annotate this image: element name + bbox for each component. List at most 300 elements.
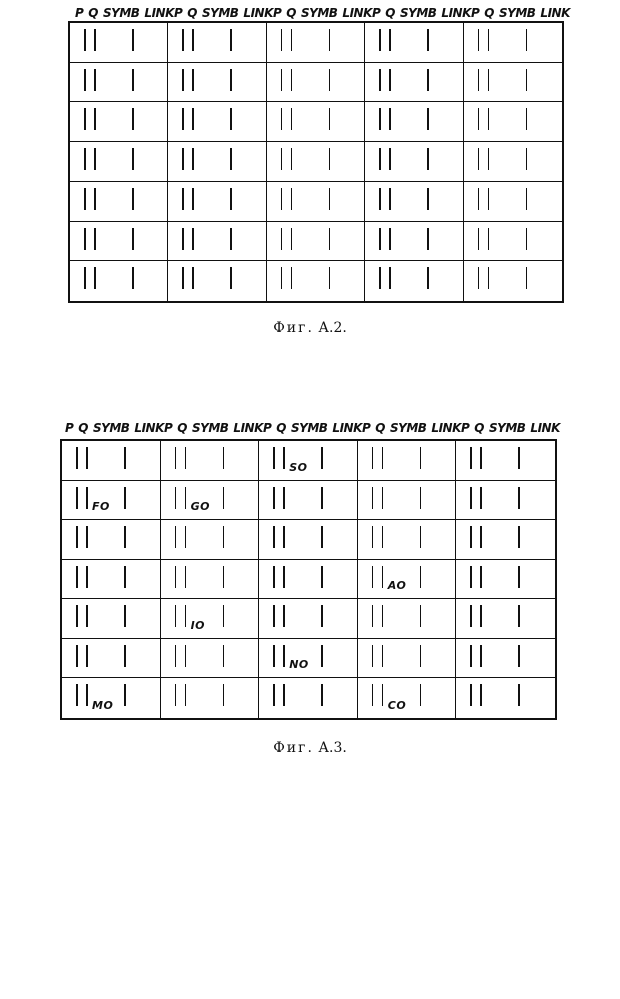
fig1-caption [0, 320, 620, 336]
memory-cell [259, 639, 358, 679]
field-divider [76, 684, 78, 706]
header-label: LINK [243, 6, 273, 20]
field-divider [175, 526, 177, 548]
field-divider [518, 447, 520, 469]
memory-cell [358, 599, 457, 639]
field-divider [283, 487, 285, 509]
field-divider [86, 645, 88, 667]
field-divider [175, 645, 177, 667]
field-divider [86, 566, 88, 588]
symbol-label: FO [92, 500, 110, 514]
field-divider [470, 684, 472, 706]
field-divider [84, 69, 86, 91]
field-divider [470, 487, 472, 509]
field-divider [94, 108, 96, 130]
field-divider [223, 487, 225, 509]
memory-cell [358, 560, 457, 600]
field-divider [480, 684, 482, 706]
field-divider [372, 684, 374, 706]
field-divider [132, 108, 134, 130]
field-divider [379, 148, 381, 170]
field-divider [526, 188, 528, 210]
field-divider [389, 69, 391, 91]
field-divider [389, 228, 391, 250]
field-divider [291, 148, 293, 170]
field-divider [420, 645, 422, 667]
memory-cell [464, 182, 562, 222]
memory-cell [70, 222, 168, 262]
field-divider [372, 526, 374, 548]
fig1-caption-number: А.2. [318, 320, 347, 336]
memory-cell [365, 222, 463, 262]
header-label: P [471, 6, 480, 20]
field-divider [379, 188, 381, 210]
field-divider [379, 267, 381, 289]
field-divider [329, 69, 331, 91]
memory-cell [456, 678, 555, 718]
field-divider [273, 447, 275, 469]
memory-cell [168, 142, 266, 182]
field-divider [86, 487, 88, 509]
memory-cell [464, 102, 562, 142]
memory-cell [259, 678, 358, 718]
field-divider [185, 526, 187, 548]
field-divider [76, 526, 78, 548]
field-divider [382, 566, 384, 588]
field-divider [185, 684, 187, 706]
field-divider [478, 188, 480, 210]
fig2-caption-label: Фиг. [273, 740, 314, 756]
field-divider [185, 487, 187, 509]
memory-cell [464, 63, 562, 103]
field-divider [420, 684, 422, 706]
field-divider [372, 645, 374, 667]
memory-cell [456, 560, 555, 600]
field-divider [132, 188, 134, 210]
field-divider [382, 605, 384, 627]
memory-cell [464, 222, 562, 262]
field-divider [273, 645, 275, 667]
field-divider [321, 447, 323, 469]
memory-cell [62, 520, 161, 560]
field-divider [132, 228, 134, 250]
memory-cell [62, 441, 161, 481]
memory-cell [365, 182, 463, 222]
field-divider [124, 566, 126, 588]
field-divider [488, 108, 490, 130]
memory-cell [161, 441, 260, 481]
memory-cell [168, 23, 266, 63]
field-divider [182, 188, 184, 210]
header-label: LINK [332, 421, 362, 435]
field-divider [488, 69, 490, 91]
header-label: P [362, 421, 371, 435]
field-divider [230, 188, 232, 210]
field-divider [382, 447, 384, 469]
field-divider [192, 267, 194, 289]
field-divider [488, 29, 490, 51]
field-divider [427, 69, 429, 91]
field-divider [124, 684, 126, 706]
field-divider [389, 108, 391, 130]
header-label: P [75, 6, 84, 20]
memory-cell [365, 142, 463, 182]
memory-cell [267, 261, 365, 301]
field-divider [230, 148, 232, 170]
field-divider [389, 188, 391, 210]
field-divider [427, 108, 429, 130]
header-label: P [461, 421, 470, 435]
field-divider [132, 29, 134, 51]
header-label: Q [474, 421, 484, 435]
symbol-label: NO [289, 658, 309, 672]
field-divider [76, 447, 78, 469]
field-divider [192, 188, 194, 210]
field-divider [427, 188, 429, 210]
memory-cell [456, 481, 555, 521]
memory-cell [168, 182, 266, 222]
header-label: Q [385, 6, 395, 20]
field-divider [84, 267, 86, 289]
field-divider [480, 447, 482, 469]
field-divider [291, 267, 293, 289]
fig1-header [75, 6, 570, 20]
field-divider [427, 267, 429, 289]
field-divider [132, 267, 134, 289]
header-label: Q [276, 421, 286, 435]
field-divider [281, 69, 283, 91]
field-divider [478, 267, 480, 289]
memory-cell [161, 481, 260, 521]
header-label: Q [375, 421, 385, 435]
field-divider [230, 228, 232, 250]
field-divider [321, 566, 323, 588]
header-group [263, 421, 362, 435]
memory-cell [365, 23, 463, 63]
memory-cell [259, 441, 358, 481]
field-divider [76, 645, 78, 667]
field-divider [283, 526, 285, 548]
field-divider [281, 267, 283, 289]
header-label: SYMB [390, 421, 427, 435]
field-divider [182, 148, 184, 170]
memory-cell [259, 560, 358, 600]
header-label: LINK [530, 421, 560, 435]
memory-cell [161, 599, 260, 639]
field-divider [84, 188, 86, 210]
fig2-header [65, 421, 560, 435]
field-divider [94, 69, 96, 91]
field-divider [321, 684, 323, 706]
header-group [65, 421, 164, 435]
field-divider [175, 566, 177, 588]
memory-cell [259, 599, 358, 639]
field-divider [223, 684, 225, 706]
header-label: Q [187, 6, 197, 20]
field-divider [273, 487, 275, 509]
memory-cell [62, 639, 161, 679]
field-divider [175, 605, 177, 627]
field-divider [478, 108, 480, 130]
field-divider [124, 605, 126, 627]
symbol-label: CO [387, 699, 407, 712]
memory-cell [267, 142, 365, 182]
field-divider [518, 487, 520, 509]
field-divider [379, 228, 381, 250]
field-divider [480, 526, 482, 548]
memory-cell [259, 520, 358, 560]
field-divider [329, 108, 331, 130]
field-divider [382, 487, 384, 509]
header-label: LINK [233, 421, 263, 435]
field-divider [518, 645, 520, 667]
field-divider [223, 605, 225, 627]
field-divider [470, 566, 472, 588]
header-label: P [273, 6, 282, 20]
memory-cell [70, 23, 168, 63]
field-divider [94, 228, 96, 250]
fig1-memory-grid [68, 21, 564, 303]
field-divider [175, 447, 177, 469]
field-divider [372, 566, 374, 588]
field-divider [379, 108, 381, 130]
field-divider [379, 29, 381, 51]
field-divider [273, 526, 275, 548]
memory-cell [358, 481, 457, 521]
field-divider [329, 188, 331, 210]
field-divider [132, 148, 134, 170]
field-divider [192, 108, 194, 130]
field-divider [76, 487, 78, 509]
header-group [174, 6, 273, 20]
field-divider [321, 645, 323, 667]
field-divider [94, 267, 96, 289]
header-label: LINK [441, 6, 471, 20]
field-divider [488, 148, 490, 170]
field-divider [281, 228, 283, 250]
field-divider [470, 645, 472, 667]
field-divider [283, 566, 285, 588]
header-label: SYMB [400, 6, 437, 20]
field-divider [182, 108, 184, 130]
field-divider [175, 684, 177, 706]
field-divider [182, 267, 184, 289]
field-divider [86, 447, 88, 469]
field-divider [526, 148, 528, 170]
field-divider [478, 148, 480, 170]
memory-cell [168, 261, 266, 301]
header-group [273, 6, 372, 20]
header-label: SYMB [291, 421, 328, 435]
field-divider [76, 605, 78, 627]
memory-cell [161, 520, 260, 560]
memory-cell [62, 599, 161, 639]
field-divider [478, 228, 480, 250]
field-divider [175, 487, 177, 509]
field-divider [321, 487, 323, 509]
header-label: Q [78, 421, 88, 435]
field-divider [518, 684, 520, 706]
field-divider [480, 487, 482, 509]
field-divider [480, 605, 482, 627]
field-divider [185, 566, 187, 588]
fig1-caption-label: Фиг. [273, 320, 314, 336]
header-group [471, 6, 570, 20]
field-divider [291, 69, 293, 91]
field-divider [86, 605, 88, 627]
field-divider [281, 108, 283, 130]
header-label: P [372, 6, 381, 20]
field-divider [94, 188, 96, 210]
field-divider [192, 29, 194, 51]
memory-cell [365, 102, 463, 142]
field-divider [420, 526, 422, 548]
memory-cell [62, 481, 161, 521]
field-divider [470, 605, 472, 627]
memory-cell [456, 520, 555, 560]
field-divider [526, 108, 528, 130]
field-divider [86, 684, 88, 706]
field-divider [382, 526, 384, 548]
header-label: SYMB [301, 6, 338, 20]
memory-cell [358, 441, 457, 481]
field-divider [321, 526, 323, 548]
field-divider [427, 228, 429, 250]
field-divider [329, 29, 331, 51]
field-divider [420, 566, 422, 588]
memory-cell [267, 23, 365, 63]
field-divider [526, 267, 528, 289]
field-divider [478, 29, 480, 51]
field-divider [420, 487, 422, 509]
field-divider [420, 447, 422, 469]
field-divider [132, 69, 134, 91]
fig2-caption-number: А.3. [318, 740, 347, 756]
header-label: Q [286, 6, 296, 20]
field-divider [372, 605, 374, 627]
header-label: P [263, 421, 272, 435]
memory-cell [464, 261, 562, 301]
memory-cell [358, 678, 457, 718]
header-label: LINK [431, 421, 461, 435]
field-divider [470, 447, 472, 469]
memory-cell [161, 678, 260, 718]
memory-cell [70, 142, 168, 182]
header-label: LINK [134, 421, 164, 435]
field-divider [84, 108, 86, 130]
field-divider [526, 69, 528, 91]
field-divider [124, 526, 126, 548]
field-divider [185, 605, 187, 627]
field-divider [281, 29, 283, 51]
memory-cell [358, 520, 457, 560]
header-group [372, 6, 471, 20]
field-divider [389, 148, 391, 170]
memory-cell [464, 142, 562, 182]
header-label: P [164, 421, 173, 435]
field-divider [518, 605, 520, 627]
field-divider [86, 526, 88, 548]
field-divider [192, 148, 194, 170]
field-divider [223, 447, 225, 469]
field-divider [273, 566, 275, 588]
field-divider [230, 267, 232, 289]
header-label: LINK [540, 6, 570, 20]
field-divider [379, 69, 381, 91]
memory-cell [161, 560, 260, 600]
header-label: SYMB [202, 6, 239, 20]
header-label: P [65, 421, 74, 435]
header-label: SYMB [103, 6, 140, 20]
field-divider [291, 108, 293, 130]
field-divider [291, 228, 293, 250]
field-divider [124, 447, 126, 469]
field-divider [76, 566, 78, 588]
field-divider [488, 228, 490, 250]
field-divider [329, 228, 331, 250]
field-divider [480, 645, 482, 667]
field-divider [230, 108, 232, 130]
field-divider [281, 148, 283, 170]
field-divider [382, 684, 384, 706]
field-divider [518, 566, 520, 588]
memory-cell [168, 63, 266, 103]
field-divider [185, 447, 187, 469]
memory-cell [70, 63, 168, 103]
field-divider [94, 29, 96, 51]
field-divider [291, 188, 293, 210]
field-divider [427, 148, 429, 170]
memory-cell [168, 222, 266, 262]
field-divider [185, 645, 187, 667]
memory-cell [464, 23, 562, 63]
field-divider [480, 566, 482, 588]
symbol-label: SO [289, 460, 308, 474]
field-divider [329, 148, 331, 170]
field-divider [372, 447, 374, 469]
field-divider [223, 526, 225, 548]
memory-cell [70, 102, 168, 142]
field-divider [291, 29, 293, 51]
field-divider [283, 684, 285, 706]
header-label: LINK [144, 6, 174, 20]
field-divider [124, 645, 126, 667]
field-divider [470, 526, 472, 548]
field-divider [230, 29, 232, 51]
field-divider [526, 228, 528, 250]
memory-cell [62, 678, 161, 718]
field-divider [230, 69, 232, 91]
field-divider [518, 526, 520, 548]
memory-cell [161, 639, 260, 679]
field-divider [84, 228, 86, 250]
field-divider [389, 267, 391, 289]
memory-cell [168, 102, 266, 142]
field-divider [283, 447, 285, 469]
memory-cell [259, 481, 358, 521]
memory-cell [358, 639, 457, 679]
field-divider [389, 29, 391, 51]
header-group [164, 421, 263, 435]
field-divider [124, 487, 126, 509]
field-divider [192, 228, 194, 250]
memory-cell [62, 560, 161, 600]
fig2-caption [0, 740, 620, 756]
field-divider [84, 148, 86, 170]
header-label: Q [88, 6, 98, 20]
symbol-label: AO [387, 579, 407, 593]
header-label: Q [177, 421, 187, 435]
